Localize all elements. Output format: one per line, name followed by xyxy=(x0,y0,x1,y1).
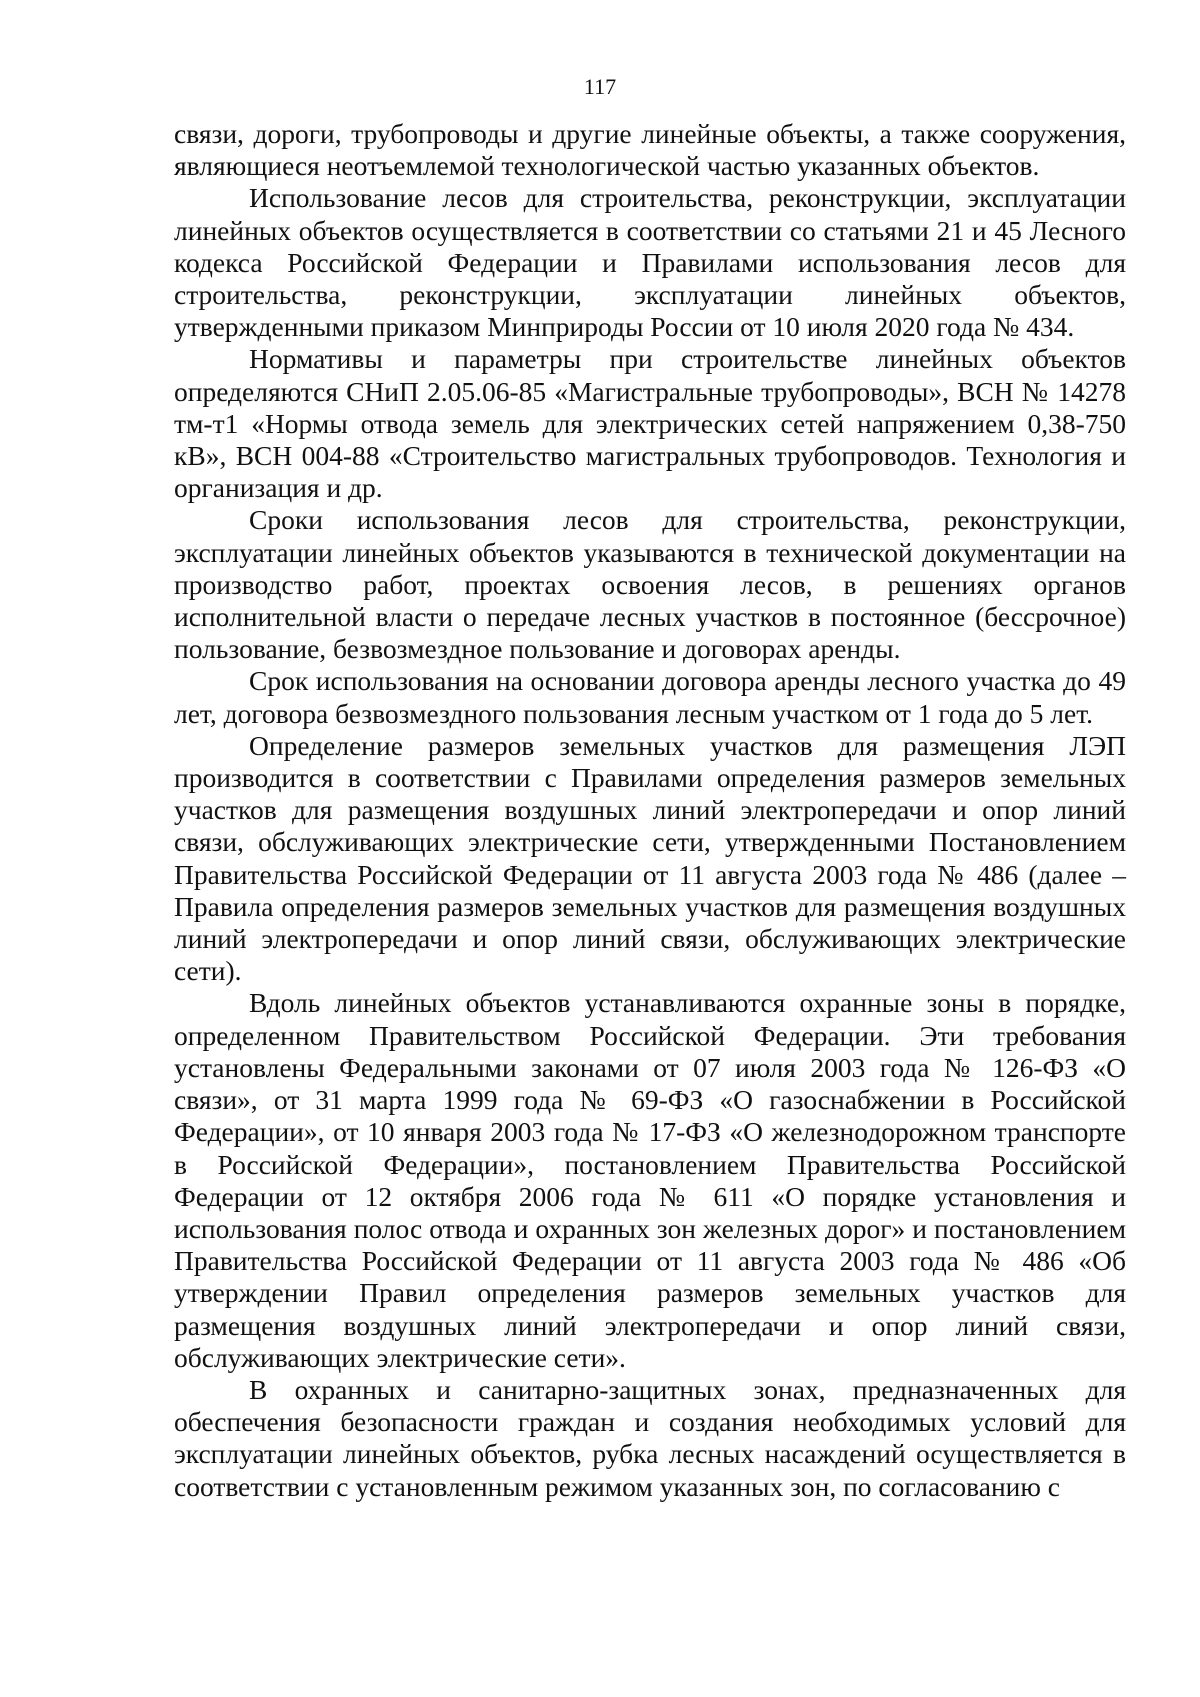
paragraph-forest-use-linear-objects: Использование лесов для строительства, реконструкции, эксплуатации линейных объектов осуществляется в соответствии со статьями 21 и 45 Лесного кодекса Российской Федерации и Правилами использования лесов для строительства, реконструкции, эксплуатации линейных объектов, утвержденными приказом Минприроды России от 10 июля 2020 года № 434. xyxy=(174,182,1126,343)
paragraph-usage-terms: Сроки использования лесов для строительства, реконструкции, эксплуатации линейных объектов указываются в технической документации на производство работ, проектах освоения лесов, в решениях органов исполнительной власти о передаче лесных участков в постоянное (бессрочное) пользование, безвозмездное пользование и договорах аренды. xyxy=(174,504,1126,665)
paragraph-construction-norms: Нормативы и параметры при строительстве линейных объектов определяются СНиП 2.05.06-85 «Магистральные трубопроводы», ВСН № 14278 тм-т1 «Нормы отвода земель для электрических сетей напряжением 0,38-750 кВ», ВСН 004-88 «Строительство магистральных трубопроводов. Технология и организация и др. xyxy=(174,343,1126,504)
paragraph-sanitary-zones: В охранных и санитарно-защитных зонах, предназначенных для обеспечения безопасности граждан и создания необходимых условий для эксплуатации линейных объектов, рубка лесных насаждений осуществляется в соответствии с установленным режимом указанных зон, по согласованию с xyxy=(174,1373,1126,1502)
paragraph-continuation: связи, дороги, трубопроводы и другие линейные объекты, а также сооружения, являющиеся неотъемлемой технологической частью указанных объектов. xyxy=(174,118,1126,182)
page-number: 117 xyxy=(583,74,617,99)
paragraph-protection-zones: Вдоль линейных объектов устанавливаются охранные зоны в порядке, определенном Правительством Российской Федерации. Эти требования установлены Федеральными законами от 07 июля 2003 года № 126-ФЗ «О связи», от 31 марта 1999 года № 69-ФЗ «О газоснабжении в Российской Федерации», от 10 января 2003 года № 17-ФЗ «О железнодорожном транспорте в Российской Федерации», постановлением Правительства Российской Федерации от 12 октября 2006 года № 611 «О порядке установления и использования полос отвода и охранных зон железных дорог» и постановлением Правительства Российской Федерации от 11 августа 2003 года № 486 «Об утверждении Правил определения размеров земельных участков для размещения воздушных линий электропередачи и опор линий связи, обслуживающих электрические сети». xyxy=(174,987,1126,1373)
document-body xyxy=(174,118,1126,1503)
paragraph-power-line-plots: Определение размеров земельных участков для размещения ЛЭП производится в соответствии с Правилами определения размеров земельных участков для размещения воздушных линий электропередачи и опор линий связи, обслуживающих электрические сети, утвержденными Постановлением Правительства Российской Федерации от 11 августа 2003 года № 486 (далее – Правила определения размеров земельных участков для размещения воздушных линий электропередачи и опор линий связи, обслуживающих электрические сети). xyxy=(174,729,1126,987)
paragraph-lease-duration: Срок использования на основании договора аренды лесного участка до 49 лет, договора безвозмездного пользования лесным участком от 1 года до 5 лет. xyxy=(174,665,1126,729)
